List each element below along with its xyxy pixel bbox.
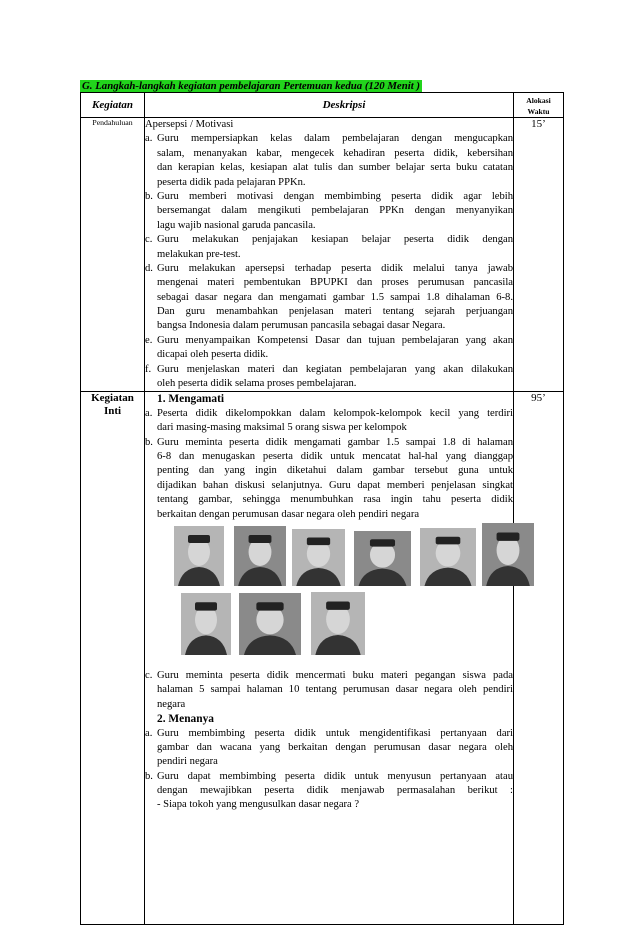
item-text-line: tentang gambar, sehingga menumbuhkan rasa ingin tahu peserta didik xyxy=(157,494,513,506)
item-text-line: Guru melakukan apersepsi terhadap peserta didik melalui tanya jawab xyxy=(157,262,513,274)
item-text-line: negara xyxy=(157,698,186,710)
list-item xyxy=(145,132,513,190)
mengamati-items xyxy=(145,407,513,522)
item-label: b. xyxy=(145,190,153,202)
list-item xyxy=(145,727,513,770)
list-item xyxy=(145,436,513,522)
activities-table xyxy=(80,92,564,925)
item-text-line: gambar dan wacana yang berkaitan dengan perumusan dasar negara oleh xyxy=(157,741,513,753)
item-text-line: peserta didik pada pelajaran PPKn. xyxy=(157,176,306,188)
activity-introduction: Pendahuluan xyxy=(81,118,145,392)
list-item xyxy=(145,262,513,334)
founder-photo-1 xyxy=(174,526,224,586)
intro-label: Apersepsi / Motivasi xyxy=(145,119,234,130)
item-text-line: berkaitan dengan perumusan dasar negara oleh pendiri negara xyxy=(157,508,420,520)
list-item xyxy=(145,190,513,233)
item-text-line: dicapai oleh peserta didik. xyxy=(157,349,269,361)
item-text-line: - Siapa tokoh yang mengusulkan dasar negara ? xyxy=(157,799,360,811)
item-text-line: bersemangat dalam mengikuti pembelajaran PPKn dengan menyanyikan xyxy=(157,205,513,217)
item-label: c. xyxy=(145,234,153,246)
item-text-line: bangsa Indonesia dalam perumusan pancasila sebagai dasar Negara. xyxy=(157,320,446,332)
activity-core-line2: Inti xyxy=(103,405,122,418)
item-label: a. xyxy=(145,133,153,145)
founder-photo-5 xyxy=(420,528,476,586)
founder-photo-4 xyxy=(354,531,411,586)
list-item xyxy=(145,407,513,436)
item-text-line: Guru dapat membimbing peserta didik untuk menyusun pertanyaan atau xyxy=(157,770,513,782)
row-core xyxy=(81,392,564,925)
founders-photo-grid xyxy=(145,522,513,669)
founder-photo-9 xyxy=(311,592,365,655)
item-text-line: dan kerapian kelas, kesiapan alat tulis dan sumber belajar serta buku catatan xyxy=(157,162,513,174)
item-text-line: Guru membimbing peserta didik untuk mengidentifikasi pertanyaan dari xyxy=(157,727,513,739)
item-text-line: Peserta didik dikelompokkan dalam kelompok-kelompok kecil yang terdiri xyxy=(157,407,513,419)
item-text-line: dengan mewajibkan peserta didik menjawab permasalahan berikut : xyxy=(157,785,513,797)
section-heading: G. Langkah-langkah kegiatan pembelajaran Pertemuan kedua (120 Menit ) xyxy=(82,80,421,92)
list-item xyxy=(145,363,513,392)
list-item xyxy=(145,233,513,262)
time-introduction: 15’ xyxy=(514,118,564,392)
header-description: Deskripsi xyxy=(145,93,514,118)
item-text-line: 6-8 dan menugaskan peserta didik untuk mencatat hal-hal yang dianggap xyxy=(157,450,513,462)
section-menanya: 2. Menanya xyxy=(157,713,214,726)
item-text-line: Dan guru menambahkan penjelasan materi tentang sejarah perjuangan xyxy=(157,306,513,318)
activity-core xyxy=(81,392,145,925)
header-activity: Kegiatan xyxy=(81,93,145,118)
lesson-page xyxy=(80,80,563,92)
item-text-line: dijadikan bahan diskusi selanjutnya. Guru dapat memberi penjelasan singkat xyxy=(157,479,513,491)
item-text-line: melakukan pre-test. xyxy=(157,248,241,260)
lesson-table-wrap xyxy=(80,92,564,925)
table-header-row xyxy=(81,93,564,118)
item-label: b. xyxy=(145,770,153,782)
activity-core-line1: Kegiatan xyxy=(91,392,134,405)
section-mengamati: 1. Mengamati xyxy=(157,393,225,406)
item-text-line: halaman 5 sampai halaman 10 tentang perumusan dasar negara oleh pendiri xyxy=(157,684,513,696)
item-text-line: Guru meminta peserta didik mencermati buku materi pegangan siswa pada xyxy=(157,669,513,681)
item-text-line: Guru mempersiapkan kelas dalam pembelajaran dengan mengucapkan xyxy=(157,133,513,145)
item-text-line: Guru menyampaikan Kompetensi Dasar dan tujuan pembelajaran yang akan xyxy=(157,334,513,346)
founder-photo-7 xyxy=(181,593,231,655)
item-text-line: Guru meminta peserta didik mengamati gambar 1.5 sampai 1.8 di halaman xyxy=(157,436,513,448)
item-text-line: penting dan yang ingin diketahui dalam gambar tersebut guna untuk xyxy=(157,465,513,477)
header-time xyxy=(514,93,564,118)
item-label: e. xyxy=(145,334,153,346)
item-text-line: Guru menjelaskan materi dan kegiatan pembelajaran yang akan dilakukan xyxy=(157,363,513,375)
founder-photo-6 xyxy=(482,523,534,586)
founder-photo-8 xyxy=(239,593,301,655)
item-text-line: lagu wajib nasional garuda pancasila. xyxy=(157,219,316,231)
mengamati-items-c xyxy=(145,669,513,712)
founder-photo-3 xyxy=(292,529,345,586)
row-introduction xyxy=(81,118,564,392)
list-item xyxy=(145,669,513,712)
item-text-line: mengenai materi pembentukan BPUPKI dan proses perumusan pancasila xyxy=(157,277,513,289)
item-label: a. xyxy=(145,407,153,419)
menanya-items xyxy=(145,727,513,813)
item-text-line: Guru memberi motivasi dengan membimbing peserta didik agar lebih xyxy=(157,190,513,202)
item-text-line: dari masing-masing maksimal 5 orang siswa per kelompok xyxy=(157,422,407,434)
time-core: 95’ xyxy=(514,392,564,925)
item-text-line: salam, menanyakan kabar, mengecek kehadiran peserta didik, kebersihan xyxy=(157,147,513,159)
header-time-line1: Alokasi xyxy=(526,96,551,105)
item-text-line: Guru melakukan penjajakan kesiapan belajar peserta didik dengan xyxy=(157,234,513,246)
list-item xyxy=(145,770,513,813)
founder-photo-2 xyxy=(234,526,286,586)
item-label: b. xyxy=(145,436,153,448)
description-introduction xyxy=(145,118,514,392)
item-label: f. xyxy=(145,363,152,375)
header-time-line2: Waktu xyxy=(527,107,550,116)
list-item xyxy=(145,334,513,363)
item-text-line: pendiri negara xyxy=(157,756,218,768)
item-label: a. xyxy=(145,727,153,739)
item-text-line: sebagai dasar negara dan mengamati gambar 1.5 sampai 1.8 dihalaman 6-8. xyxy=(157,291,513,303)
description-core xyxy=(145,392,514,925)
intro-items xyxy=(145,132,513,391)
item-label: c. xyxy=(145,669,153,681)
item-label: d. xyxy=(145,262,153,274)
item-text-line: oleh peserta didik selama proses pembelajaran. xyxy=(157,378,357,390)
